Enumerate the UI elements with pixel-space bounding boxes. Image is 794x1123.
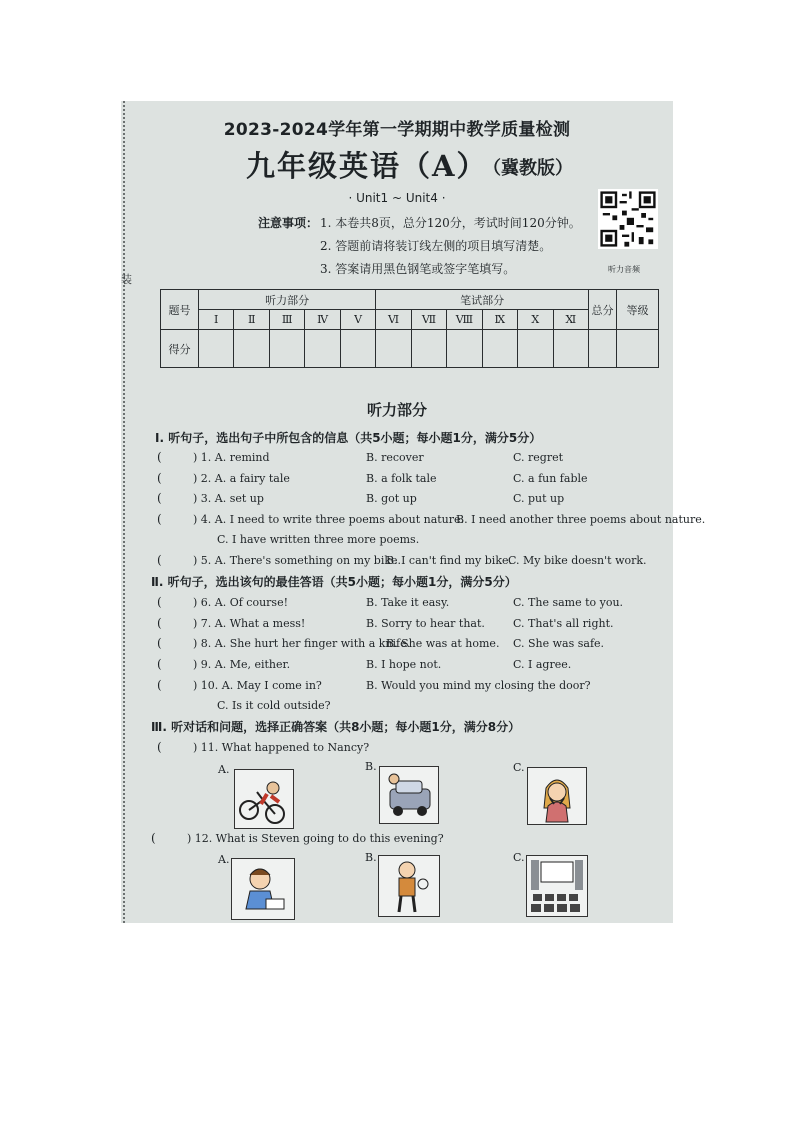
score-cell[interactable] <box>518 330 553 368</box>
col-header: Ⅲ <box>269 310 304 330</box>
question-12: ) 12. What is Steven going to do this evening? <box>187 832 444 845</box>
option-a-label: A. <box>218 853 230 866</box>
group-writing: 笔试部分 <box>376 290 589 310</box>
option-b-label: B. <box>365 760 377 773</box>
boy-with-ball-picture[interactable] <box>378 855 440 917</box>
group-listening: 听力部分 <box>199 290 376 310</box>
answer-paren[interactable]: ( <box>157 595 162 609</box>
score-cell[interactable] <box>269 330 304 368</box>
note-item: 1. 本卷共8页，总分120分，考试时间120分钟。 <box>320 216 581 230</box>
option-c: C. That's all right. <box>513 617 614 630</box>
answer-paren[interactable]: ( <box>157 553 162 567</box>
question-2: ) 2. A. a fairy tale <box>193 472 290 485</box>
question-1: ) 1. A. remind <box>193 451 270 464</box>
col-header: Ⅴ <box>340 310 375 330</box>
option-c: C. a fun fable <box>513 472 588 485</box>
studying-boy-icon <box>232 859 294 919</box>
score-table <box>160 289 659 368</box>
option-c: C. I agree. <box>513 658 572 671</box>
question-11: ) 11. What happened to Nancy? <box>193 741 370 754</box>
section-1-title: Ⅰ. 听句子，选出句子中所包含的信息（共5小题；每小题1分，满分5分） <box>155 431 542 445</box>
car-icon <box>380 767 438 823</box>
exam-paper <box>121 101 706 923</box>
score-cell[interactable] <box>411 330 446 368</box>
score-cell[interactable] <box>340 330 375 368</box>
option-c-label: C. <box>513 761 525 774</box>
option-c-label: C. <box>513 851 525 864</box>
notes-label: 注意事项： <box>258 216 319 230</box>
col-header: Ⅸ <box>482 310 517 330</box>
section-2-title: Ⅱ. 听句子，选出该句的最佳答语（共5小题；每小题1分，满分5分） <box>151 575 517 589</box>
worried-girl-picture[interactable] <box>527 767 587 825</box>
option-b: B. I hope not. <box>366 658 442 671</box>
question-3: ) 3. A. set up <box>193 492 264 505</box>
row-label-score: 得分 <box>161 330 199 368</box>
option-b: B. Would you mind my closing the door? <box>366 679 591 692</box>
listening-section-title: 听力部分 <box>366 401 427 419</box>
section-3-title: Ⅲ. 听对话和问题，选择正确答案（共8小题；每小题1分，满分8分） <box>151 720 521 734</box>
option-c: C. regret <box>513 451 564 464</box>
qr-code-icon[interactable] <box>598 187 658 251</box>
option-c: C. I have written three more poems. <box>217 533 420 546</box>
binding-line <box>123 101 127 923</box>
score-cell[interactable] <box>199 330 234 368</box>
answer-paren[interactable]: ( <box>157 512 162 526</box>
col-header: Ⅱ <box>234 310 269 330</box>
option-c: C. Is it cold outside? <box>217 699 331 712</box>
option-b: B. She was at home. <box>386 637 500 650</box>
total-cell[interactable] <box>589 330 617 368</box>
answer-paren[interactable]: ( <box>157 616 162 630</box>
cinema-picture[interactable] <box>526 855 588 917</box>
question-8: ) 8. A. She hurt her finger with a knife. <box>193 637 411 650</box>
answer-paren[interactable]: ( <box>157 450 162 464</box>
col-header: Ⅳ <box>305 310 340 330</box>
option-b: B. got up <box>366 492 417 505</box>
option-c: C. put up <box>513 492 565 505</box>
option-c: C. My bike doesn't work. <box>508 554 647 567</box>
col-header: Ⅰ <box>199 310 234 330</box>
bike-accident-picture[interactable] <box>234 769 294 829</box>
edition-label: （冀教版） <box>483 158 573 179</box>
answer-paren[interactable]: ( <box>157 740 162 754</box>
score-cell[interactable] <box>447 330 482 368</box>
qr-caption: 听力音频 <box>608 265 640 274</box>
worried-girl-icon <box>528 768 586 824</box>
binding-char: 装 <box>121 273 132 286</box>
exam-title: 2023-2024学年第一学期期中教学质量检测 <box>223 120 571 140</box>
answer-paren[interactable]: ( <box>157 678 162 692</box>
score-cell[interactable] <box>553 330 588 368</box>
score-cell[interactable] <box>305 330 340 368</box>
option-b: B. recover <box>366 451 424 464</box>
answer-paren[interactable]: ( <box>157 491 162 505</box>
option-b: B. Take it easy. <box>366 596 450 609</box>
answer-paren[interactable]: ( <box>157 471 162 485</box>
score-cell[interactable] <box>234 330 269 368</box>
option-b: B. I need another three poems about nature. <box>456 513 706 526</box>
option-b-label: B. <box>365 851 377 864</box>
boy-playing-icon <box>379 856 439 916</box>
col-header: Ⅹ <box>518 310 553 330</box>
answer-paren[interactable]: ( <box>157 657 162 671</box>
grade-header: 等级 <box>617 290 659 330</box>
col-header: Ⅵ <box>376 310 411 330</box>
note-item: 2. 答题前请将装订线左侧的项目填写清楚。 <box>320 239 552 253</box>
main-title: 九年级英语（A） <box>246 149 488 183</box>
answer-paren[interactable]: ( <box>157 636 162 650</box>
question-9: ) 9. A. Me, either. <box>193 658 291 671</box>
col-header: Ⅺ <box>553 310 588 330</box>
car-picture[interactable] <box>379 766 439 824</box>
grade-cell[interactable] <box>617 330 659 368</box>
option-b: B. Sorry to hear that. <box>366 617 485 630</box>
row-label-number: 题号 <box>161 290 199 330</box>
note-item: 3. 答案请用黑色钢笔或签字笔填写。 <box>320 262 516 276</box>
option-b: B. a folk tale <box>366 472 437 485</box>
col-header: Ⅷ <box>447 310 482 330</box>
option-a-label: A. <box>218 763 230 776</box>
col-header: Ⅶ <box>411 310 446 330</box>
unit-range: · Unit1 ~ Unit4 · <box>348 191 446 205</box>
score-cell[interactable] <box>376 330 411 368</box>
studying-boy-picture[interactable] <box>231 858 295 920</box>
score-cell[interactable] <box>482 330 517 368</box>
question-5: ) 5. A. There's something on my bike. <box>193 554 402 567</box>
fallen-bike-icon <box>235 770 293 828</box>
question-6: ) 6. A. Of course! <box>193 596 289 609</box>
question-4: ) 4. A. I need to write three poems about nature. <box>193 513 465 526</box>
option-c: C. She was safe. <box>513 637 605 650</box>
option-b: B. I can't find my bike. <box>386 554 512 567</box>
question-7: ) 7. A. What a mess! <box>193 617 306 630</box>
total-header: 总分 <box>589 290 617 330</box>
option-c: C. The same to you. <box>513 596 624 609</box>
cinema-icon <box>527 856 587 916</box>
question-10: ) 10. A. May I come in? <box>193 679 322 692</box>
answer-paren[interactable]: ( <box>151 831 156 845</box>
